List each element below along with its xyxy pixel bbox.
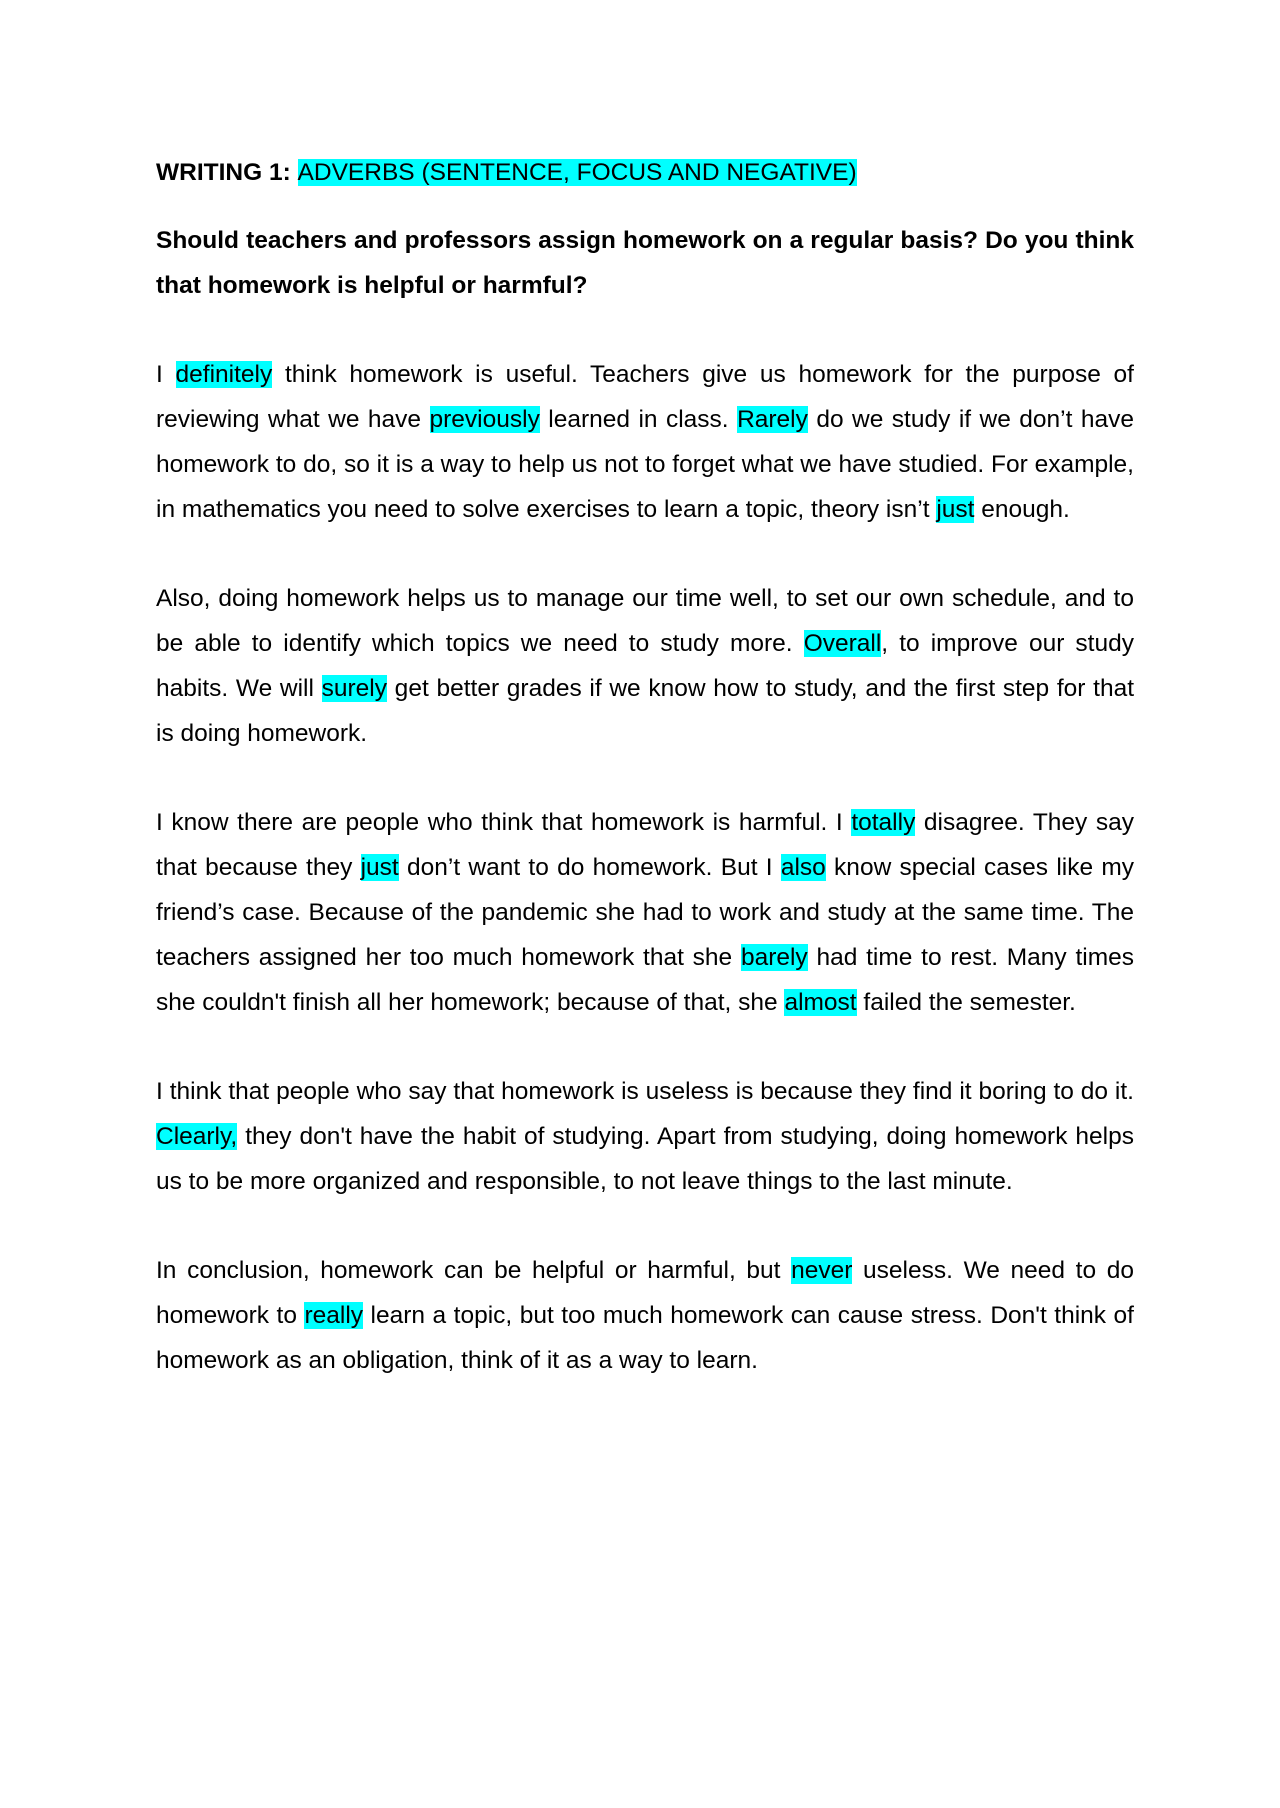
highlighted-adverb: just	[936, 496, 975, 523]
paragraph-text: get better grades if we know how to study, and the first step for that is doing homework.	[156, 675, 1134, 747]
paragraph-text: know special cases like my friend’s case. Because of the pandemic she had to work and study at the same time. The teachers assigned her too much homework that she	[156, 854, 1135, 971]
paragraph-text: useless. We need to do homework to	[156, 1257, 1134, 1329]
paragraph-text: enough.	[974, 496, 1070, 523]
highlighted-adverb: Rarely	[737, 406, 808, 433]
paragraph-text: learn a topic, but too much homework can cause stress. Don't think of homework as an obligation, think of it as a way to learn.	[156, 1302, 1134, 1374]
highlighted-adverb: previously	[429, 406, 540, 433]
highlighted-adverb: Clearly,	[156, 1123, 238, 1150]
document-body	[156, 150, 1134, 1383]
essay-paragraphs	[156, 352, 1134, 1383]
highlighted-adverb: Overall	[803, 630, 882, 657]
highlighted-adverb: definitely	[175, 361, 273, 388]
paragraph-text: they don't have the habit of studying. Apart from studying, doing homework helps us to be more organized and responsible, to not leave things to the last minute.	[156, 1123, 1134, 1195]
paragraph-text: I know there are people who think that homework is harmful. I	[156, 809, 852, 836]
essay-question: Should teachers and professors assign homework on a regular basis? Do you think that homework is helpful or harmful?	[156, 227, 1134, 299]
highlighted-adverb: almost	[784, 989, 857, 1016]
highlighted-adverb: barely	[740, 944, 808, 971]
paragraph-text: , to improve our study habits. We will	[156, 630, 1134, 702]
essay-paragraph	[156, 1248, 1134, 1383]
essay-paragraph	[156, 352, 1134, 532]
title-prefix: WRITING 1:	[156, 159, 298, 186]
paragraph-text: In conclusion, homework can be helpful or harmful, but	[156, 1257, 792, 1284]
paragraph-text: do we study if we don’t have homework to do, so it is a way to help us not to forget what we have studied. For example, in mathematics you need to solve exercises to learn a topic, theory isn’t	[156, 406, 1135, 523]
essay-paragraph	[156, 800, 1134, 1025]
paragraph-text: think homework is useful. Teachers give us homework for the purpose of reviewing what we have	[156, 361, 1134, 433]
paragraph-text: I think that people who say that homework is useless is because they find it boring to do it.	[156, 1078, 1134, 1105]
essay-paragraph	[156, 1069, 1134, 1204]
highlighted-adverb: just	[360, 854, 399, 881]
highlighted-adverb: really	[304, 1302, 364, 1329]
paragraph-text: had time to rest. Many times she couldn't finish all her homework; because of that, she	[156, 944, 1134, 1016]
paragraph-text: Also, doing homework helps us to manage our time well, to set our own schedule, and to be able to identify which topics we need to study more.	[156, 585, 1134, 657]
paragraph-text: failed the semester.	[856, 989, 1076, 1016]
paragraph-text: don’t want to do homework. But I	[398, 854, 781, 881]
title-highlight: ADVERBS (SENTENCE, FOCUS AND NEGATIVE)	[297, 159, 857, 186]
essay-paragraph	[156, 576, 1134, 756]
paragraph-text: learned in class.	[539, 406, 738, 433]
paragraph-text: I	[156, 361, 176, 388]
highlighted-adverb: also	[780, 854, 826, 881]
highlighted-adverb: never	[791, 1257, 853, 1284]
paragraph-text: disagree. They say that because they	[156, 809, 1134, 881]
highlighted-adverb: totally	[851, 809, 916, 836]
highlighted-adverb: surely	[321, 675, 387, 702]
page-title	[156, 150, 1134, 196]
